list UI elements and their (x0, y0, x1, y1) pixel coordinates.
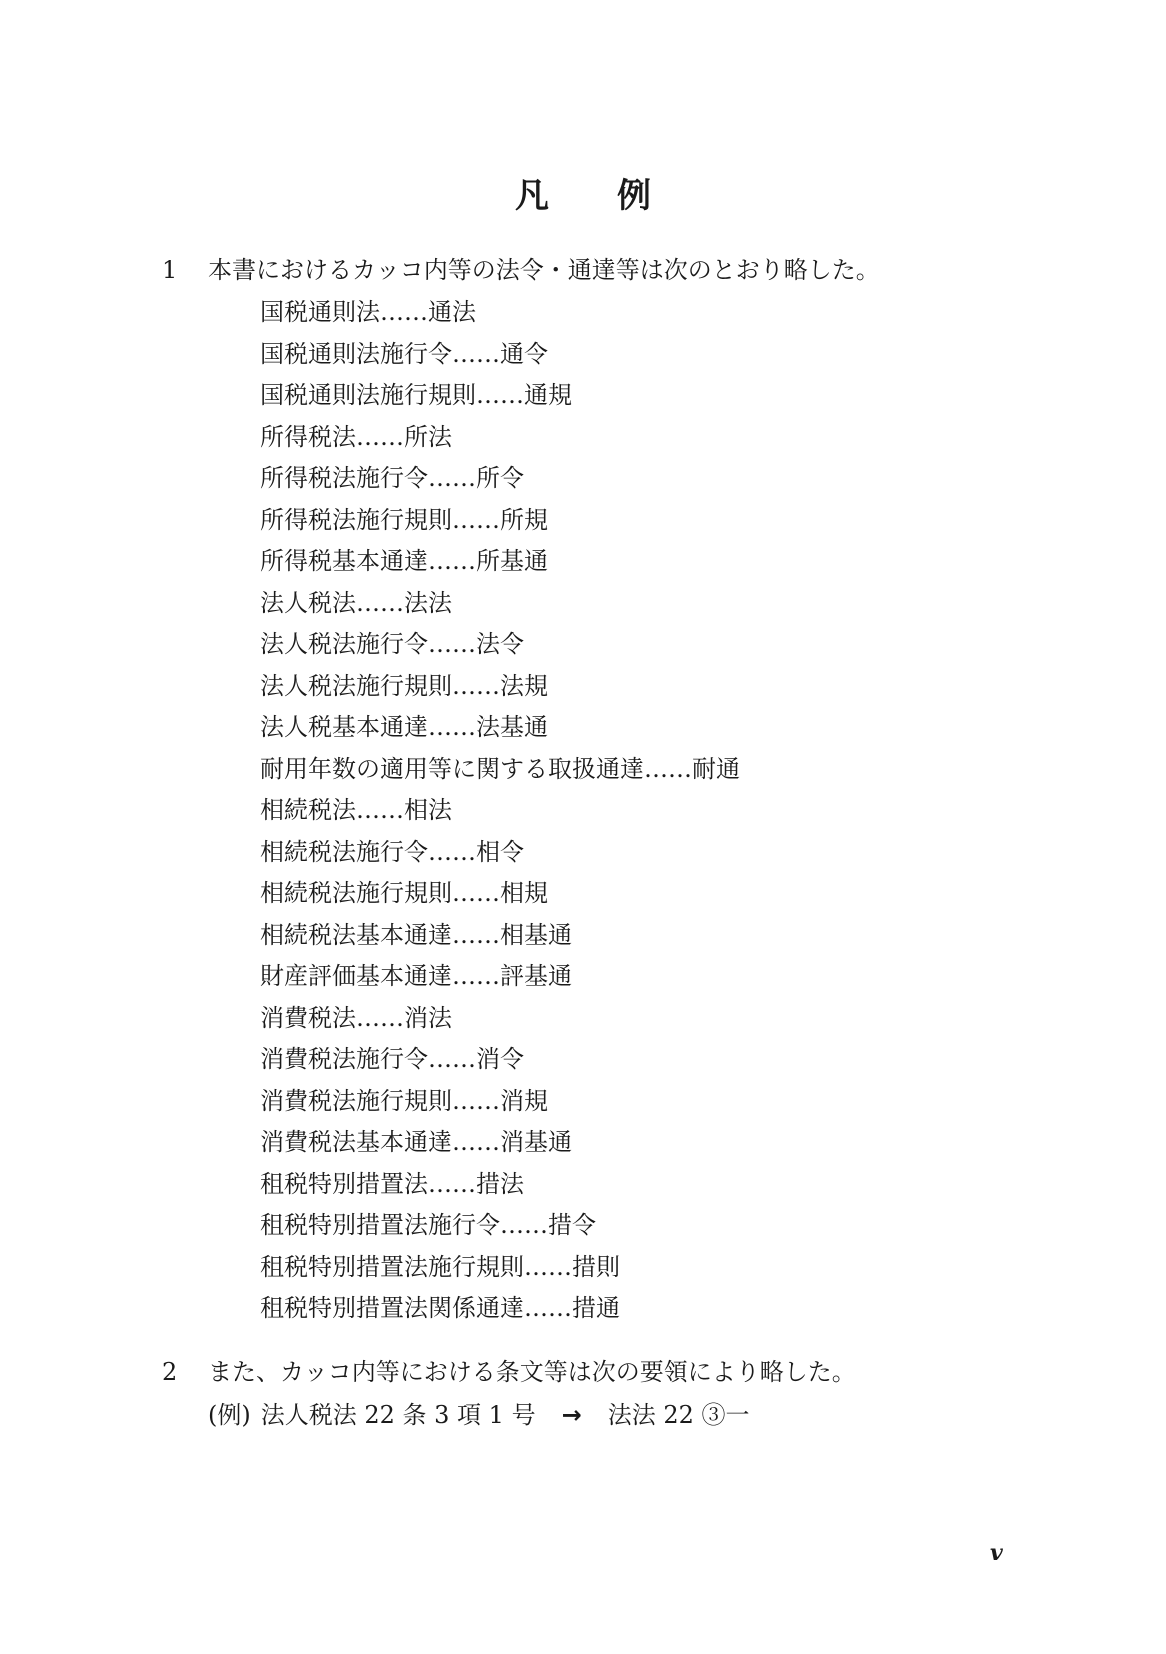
list-item: 耐用年数の適用等に関する取扱通達……耐通 (260, 754, 740, 783)
example-result: 法法 22 ③一 (607, 1401, 750, 1429)
section-2 (162, 1352, 856, 1436)
list-item: 租税特別措置法関係通達……措通 (260, 1294, 620, 1322)
list-item: 法人税基本通達……法基通 (260, 713, 548, 741)
list-item: 所得税法施行規則……所規 (260, 505, 548, 534)
section-1-heading-row (162, 250, 880, 292)
list-item: 消費税法施行令……消令 (260, 1045, 524, 1073)
list-item: 国税通則法……通法 (260, 298, 476, 326)
section-1-heading: 本書におけるカッコ内等の法令・通達等は次のとおり略した。 (208, 256, 880, 284)
example-label: (例) (208, 1401, 251, 1429)
list-item: 相続税法施行令……相令 (260, 837, 524, 866)
abbreviation-list (162, 292, 880, 1330)
section-2-heading: また、カッコ内等における条文等は次の要領により略した。 (208, 1358, 856, 1386)
page-title: 凡例 (515, 176, 719, 216)
list-item: 法人税法施行規則……法規 (260, 671, 548, 700)
example-row (162, 1394, 856, 1436)
list-item: 消費税法施行規則……消規 (260, 1086, 548, 1115)
section-2-heading-row (162, 1352, 856, 1394)
list-item: 国税通則法施行令……通令 (260, 339, 548, 368)
section-1 (162, 250, 880, 1330)
example-source: 法人税法 22 条 3 項 1 号 (260, 1401, 536, 1429)
list-item: 財産評価基本通達……評基通 (260, 962, 572, 990)
list-item: 租税特別措置法……措法 (260, 1169, 524, 1198)
list-item: 所得税基本通達……所基通 (260, 547, 548, 575)
section-2-number: 2 (162, 1358, 178, 1386)
list-item: 租税特別措置法施行規則……措則 (260, 1252, 620, 1281)
list-item: 相続税法……相法 (260, 796, 452, 824)
list-item: 所得税法……所法 (260, 422, 452, 451)
list-item: 消費税法……消法 (260, 1003, 452, 1032)
list-item: 相続税法基本通達……相基通 (260, 920, 572, 949)
section-1-number: 1 (162, 256, 178, 284)
list-item: 法人税法……法法 (260, 588, 452, 617)
list-item: 法人税法施行令……法令 (260, 630, 524, 658)
list-item: 相続税法施行規則……相規 (260, 879, 548, 907)
list-item: 国税通則法施行規則……通規 (260, 381, 572, 409)
list-item: 消費税法基本通達……消基通 (260, 1128, 572, 1156)
list-item: 所得税法施行令……所令 (260, 464, 524, 492)
arrow-icon: → (561, 1401, 582, 1429)
list-item: 租税特別措置法施行令……措令 (260, 1211, 596, 1239)
page-number: v (990, 1540, 1003, 1566)
